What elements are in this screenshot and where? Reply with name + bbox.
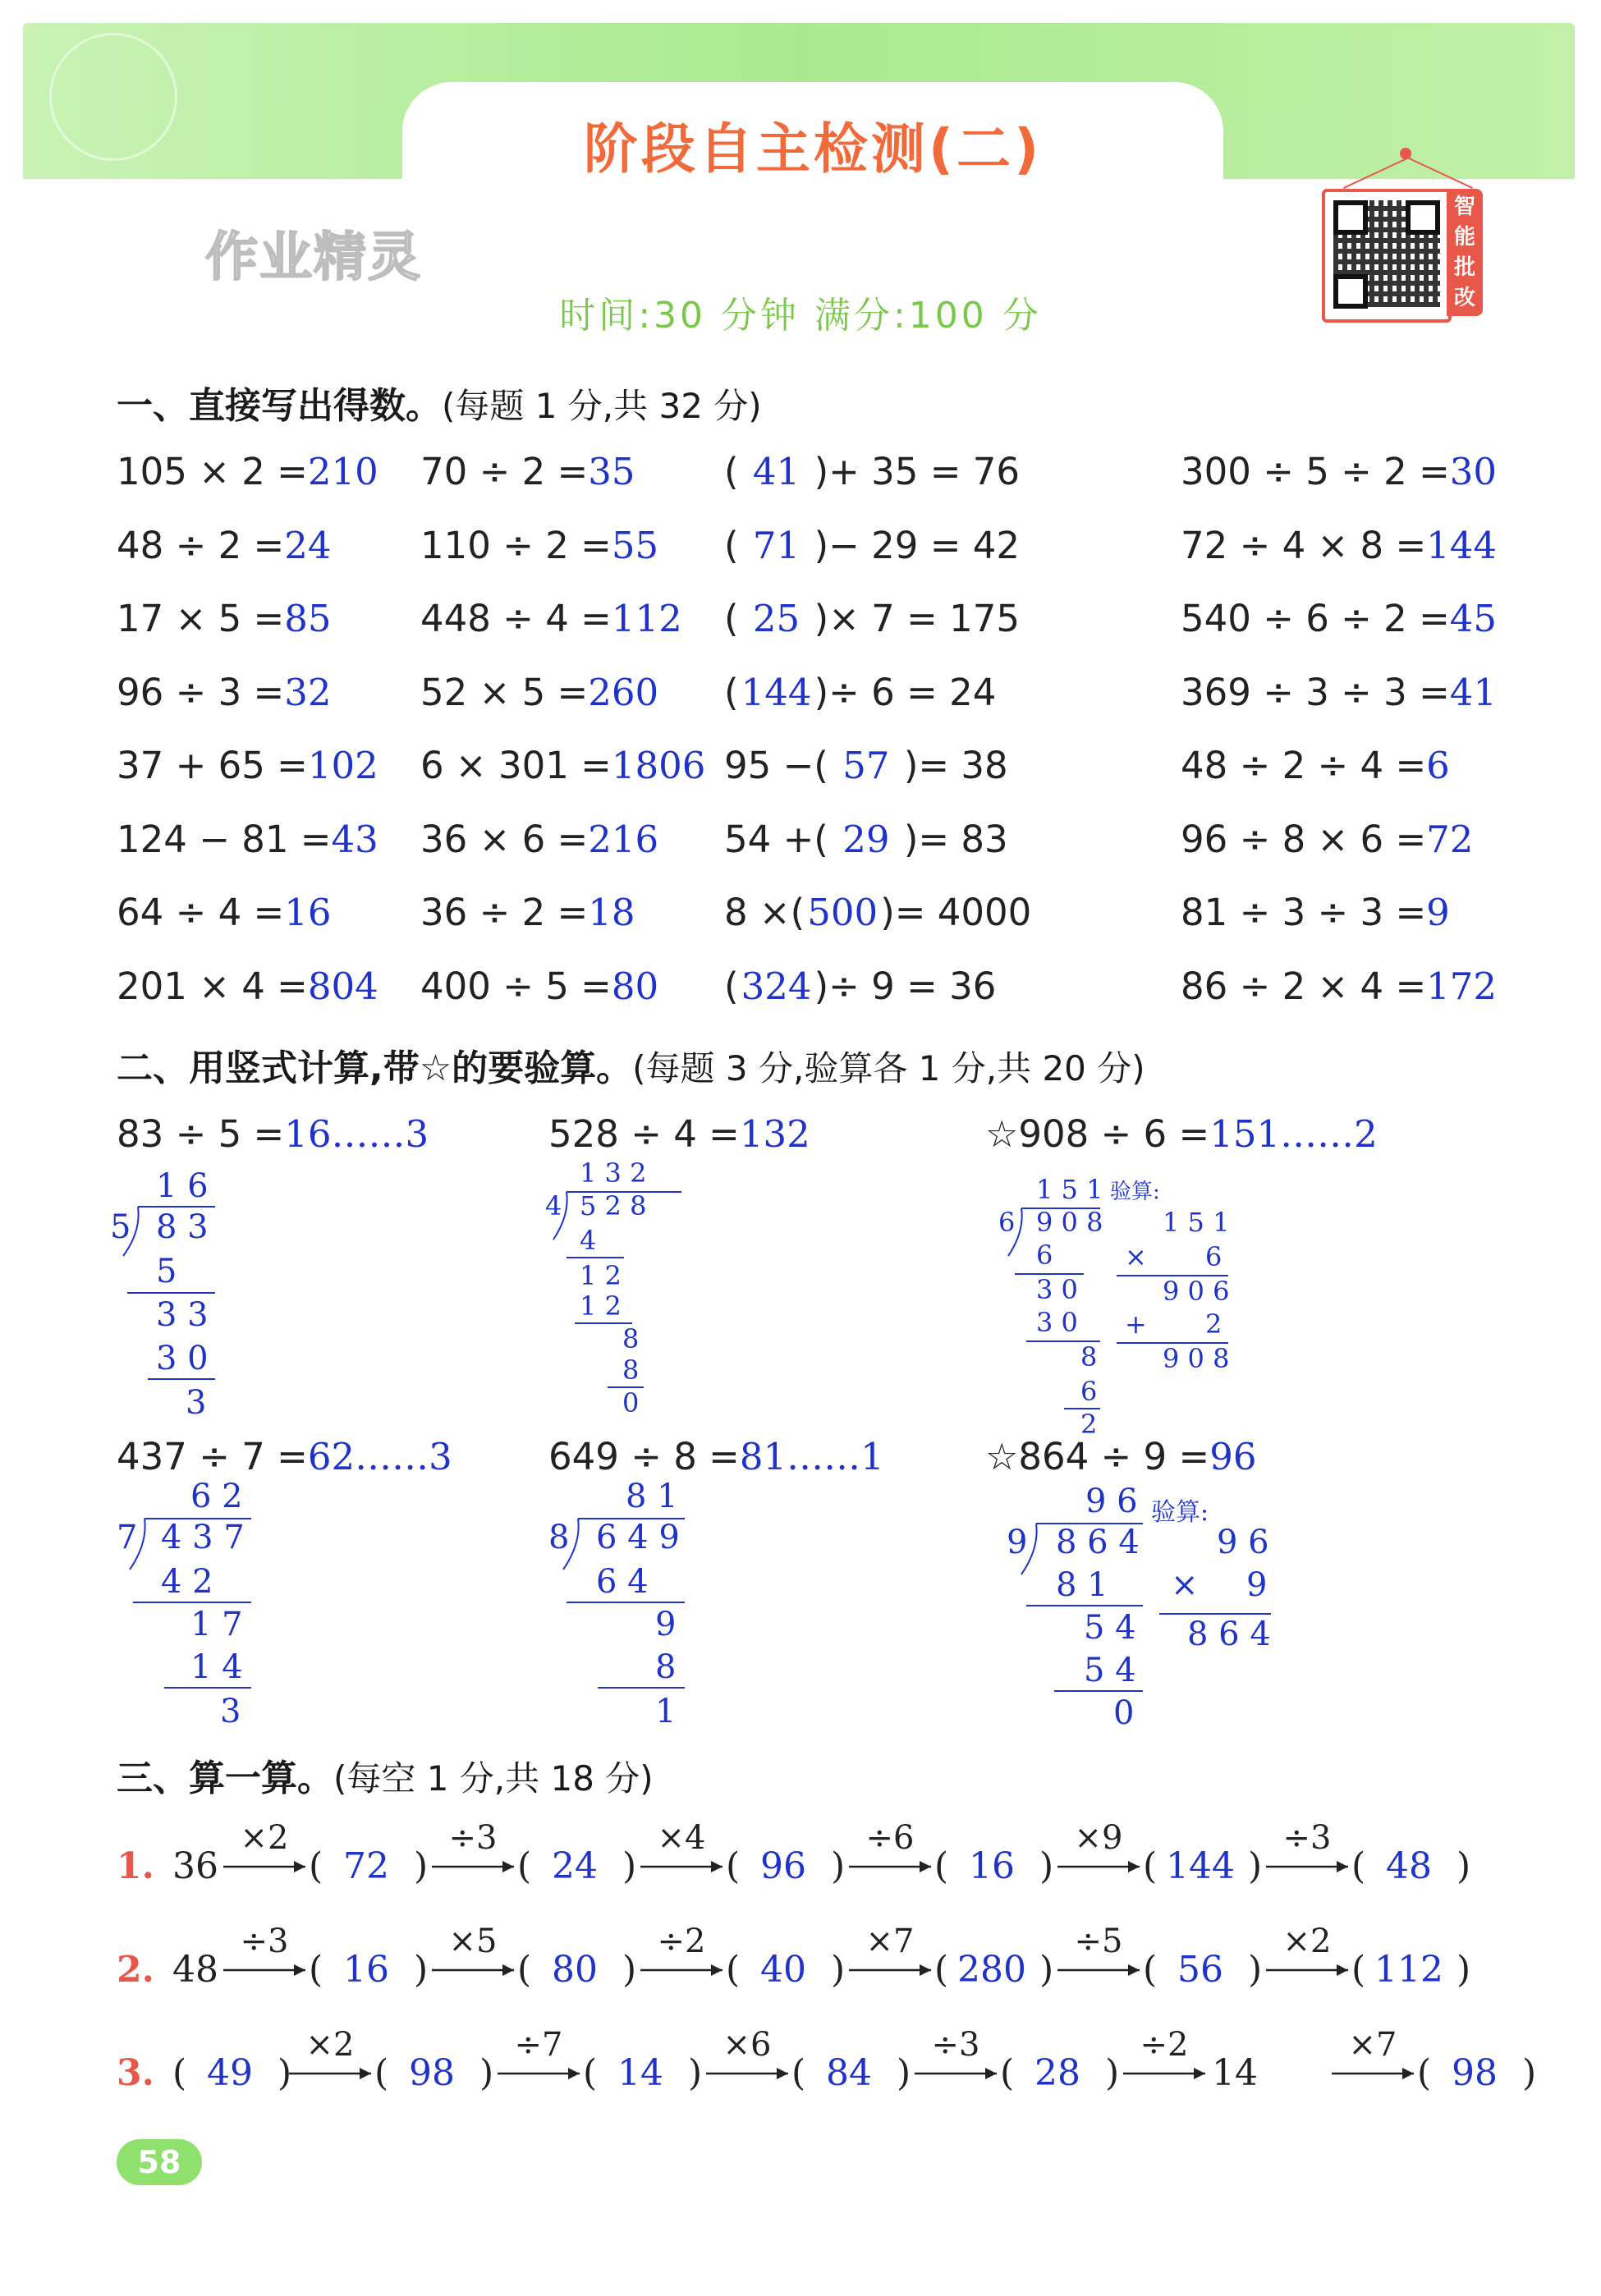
oral-calc-item: 6 × 301 =1806 xyxy=(420,744,706,787)
chain-answer: 48 xyxy=(1386,1845,1432,1887)
paren: ( xyxy=(1351,1845,1366,1887)
arrow-head xyxy=(294,1964,305,1976)
oral-calc-item: 17 × 5 =85 xyxy=(117,597,332,640)
oral-calc-item: (324)÷ 9 = 36 xyxy=(724,964,997,1008)
svg-text:1: 1 xyxy=(655,1693,677,1730)
svg-text:8: 8 xyxy=(1080,1341,1098,1373)
work-6 xyxy=(1007,1483,1271,1732)
answer: 216 xyxy=(588,817,659,861)
chain-answer: 28 xyxy=(1034,2052,1080,2094)
answer: 24 xyxy=(284,523,332,567)
svg-text:9: 9 xyxy=(1007,1524,1028,1561)
svg-text:2: 2 xyxy=(1205,1308,1223,1340)
work-3 xyxy=(998,1174,1229,1440)
svg-text:9 0 8: 9 0 8 xyxy=(1036,1207,1103,1238)
chain-answer: 84 xyxy=(826,2052,872,2094)
svg-text:1 5 1: 1 5 1 xyxy=(1163,1207,1230,1238)
paren: ) xyxy=(1456,1949,1471,1991)
paren: ) xyxy=(622,1949,637,1991)
answer: 260 xyxy=(588,670,659,714)
svg-text:8: 8 xyxy=(655,1648,677,1686)
paren: ) xyxy=(688,2052,703,2094)
paren: ( xyxy=(1143,1845,1158,1887)
oral-calc-item: 8 ×(500)= 4000 xyxy=(724,891,1032,934)
svg-text:0: 0 xyxy=(622,1387,640,1418)
paren: ) xyxy=(897,2052,911,2094)
answer: 9 xyxy=(1426,891,1450,934)
arrow-head xyxy=(1194,2068,1205,2079)
answer: 210 xyxy=(307,450,378,493)
answer: 45 xyxy=(1449,597,1498,640)
chain-operator: ×2 xyxy=(1282,1922,1332,1960)
arrow-head xyxy=(1402,2068,1414,2079)
paren: ( xyxy=(1351,1949,1366,1991)
chain-answer: 280 xyxy=(957,1949,1026,1991)
arrow-head xyxy=(711,1964,723,1976)
oral-calc-item: 540 ÷ 6 ÷ 2 =45 xyxy=(1181,597,1498,640)
oral-calc-item: 110 ÷ 2 =55 xyxy=(420,523,659,567)
svg-text:8 1: 8 1 xyxy=(626,1478,678,1515)
oral-calc-item: 48 ÷ 2 =24 xyxy=(117,523,332,567)
answer: 41 xyxy=(1449,670,1498,714)
oral-calc-item: 86 ÷ 2 × 4 =172 xyxy=(1181,964,1498,1008)
oral-calc-item: 36 × 6 =216 xyxy=(420,817,659,861)
chain-operator: ÷6 xyxy=(865,1819,915,1857)
svg-text:5: 5 xyxy=(156,1253,177,1290)
paren: ( xyxy=(374,2052,389,2094)
answer: 112 xyxy=(611,597,682,640)
arrow-head xyxy=(711,1861,723,1872)
arrow-head xyxy=(1128,1861,1140,1872)
paren: ( xyxy=(517,1949,532,1991)
paren: ) xyxy=(1248,1845,1263,1887)
arrow-head xyxy=(985,2068,997,2079)
svg-text:4: 4 xyxy=(580,1225,597,1256)
paren: ( xyxy=(1143,1949,1158,1991)
svg-text:4: 4 xyxy=(545,1190,562,1221)
chain-answer: 72 xyxy=(343,1845,389,1887)
chain-label: 2. xyxy=(117,1949,154,1991)
svg-text:8 6 4: 8 6 4 xyxy=(1187,1615,1271,1653)
watermark: 作业精灵 xyxy=(205,227,422,288)
chain-label: 3. xyxy=(117,2052,154,2094)
paren: ) xyxy=(1522,2052,1537,2094)
answer: 55 xyxy=(611,523,659,567)
section3-heading: 三、算一算。(每空 1 分,共 18 分) xyxy=(117,1758,654,1799)
arrow-head xyxy=(568,2068,580,2079)
paren: ) xyxy=(414,1845,429,1887)
arrow-head xyxy=(920,1964,931,1976)
paren: ) xyxy=(831,1845,846,1887)
arrow-head xyxy=(502,1861,514,1872)
svg-text:×: × xyxy=(1171,1566,1199,1604)
svg-text:6: 6 xyxy=(1036,1240,1053,1271)
arrow-head xyxy=(777,2068,788,2079)
chain-value: 14 xyxy=(1212,2052,1258,2094)
page-title: 阶段自主检测(二) xyxy=(583,117,1043,181)
answer: 32 xyxy=(284,670,332,714)
paren: ) xyxy=(1039,1949,1054,1991)
problem-3: ☆908 ÷ 6 =151……2 xyxy=(985,1112,1378,1156)
paren: ( xyxy=(309,1949,323,1991)
svg-text:1 3 2: 1 3 2 xyxy=(580,1157,647,1189)
oral-calc-item: ( 25 )× 7 = 175 xyxy=(724,597,1020,640)
svg-text:1 4: 1 4 xyxy=(190,1648,243,1686)
svg-text:3: 3 xyxy=(186,1384,207,1422)
paren: ( xyxy=(934,1949,949,1991)
chain-operator: ÷2 xyxy=(1140,2026,1189,2064)
paren: ) xyxy=(622,1845,637,1887)
chain-start: 36 xyxy=(172,1845,218,1887)
svg-text:3 3: 3 3 xyxy=(156,1296,209,1334)
answer: 25 xyxy=(752,597,800,640)
paren: ) xyxy=(1456,1845,1471,1887)
chain-layer xyxy=(0,1806,1601,2134)
paren: ( xyxy=(1000,2052,1015,2094)
chain-operator: ×4 xyxy=(657,1819,706,1857)
svg-text:5 4: 5 4 xyxy=(1084,1609,1136,1647)
problem-5: 649 ÷ 8 =81……1 xyxy=(548,1435,884,1478)
chain-operator: ×9 xyxy=(1074,1819,1123,1857)
chain-operator: ÷5 xyxy=(1074,1922,1123,1960)
chain-answer: 144 xyxy=(1166,1845,1235,1887)
chain-operator: ×7 xyxy=(865,1922,915,1960)
paren: ) xyxy=(1248,1949,1263,1991)
svg-text:6 4 9: 6 4 9 xyxy=(596,1519,680,1556)
oral-calc-item: 448 ÷ 4 =112 xyxy=(420,597,682,640)
oral-calc-item: 64 ÷ 4 =16 xyxy=(117,891,332,934)
chain-answer: 98 xyxy=(409,2052,455,2094)
chain-start: 48 xyxy=(172,1949,218,1991)
svg-text:9 6: 9 6 xyxy=(1085,1483,1138,1520)
work-4 xyxy=(117,1478,251,1730)
arrow-head xyxy=(502,1964,514,1976)
oral-calc-item: (144)÷ 6 = 24 xyxy=(724,670,997,714)
problem-2: 528 ÷ 4 =132 xyxy=(548,1112,810,1156)
paren: ( xyxy=(1417,2052,1432,2094)
svg-text:×: × xyxy=(1125,1241,1147,1272)
answer: 144 xyxy=(1426,523,1498,567)
answer: 72 xyxy=(1426,817,1474,861)
work-1-dividend: 8 3 xyxy=(156,1208,209,1246)
oral-calc-item: 72 ÷ 4 × 8 =144 xyxy=(1181,523,1498,567)
svg-text:+: + xyxy=(1125,1308,1147,1340)
answer: 16 xyxy=(284,891,332,934)
time-info: 时间:30 分钟 满分:100 分 xyxy=(559,295,1042,337)
paren: ) xyxy=(831,1949,846,1991)
oral-calc-item: 70 ÷ 2 =35 xyxy=(420,450,635,493)
oral-calc-item: 95 −( 57 )= 38 xyxy=(724,744,1008,787)
svg-text:6: 6 xyxy=(1080,1376,1098,1407)
chain-operator: ÷3 xyxy=(240,1922,289,1960)
answer: 41 xyxy=(752,450,800,493)
svg-text:7: 7 xyxy=(117,1519,138,1556)
paren: ) xyxy=(1105,2052,1120,2094)
chain-answer: 16 xyxy=(343,1949,389,1991)
oral-calc-item: 52 × 5 =260 xyxy=(420,670,659,714)
qr-side-label: 智 能 批 改 xyxy=(1447,189,1483,316)
oral-calc-item: 124 − 81 =43 xyxy=(117,817,378,861)
paren: ( xyxy=(726,1845,741,1887)
chain-operator: ÷3 xyxy=(1282,1819,1332,1857)
svg-text:9 6: 9 6 xyxy=(1217,1524,1269,1561)
oral-calc-item: ( 71 )− 29 = 42 xyxy=(724,523,1020,567)
chain-answer: 56 xyxy=(1177,1949,1223,1991)
oral-calc-item: 400 ÷ 5 =80 xyxy=(420,964,659,1008)
chain-answer: 98 xyxy=(1452,2052,1498,2094)
work-1-quotient: 1 6 xyxy=(156,1167,209,1205)
section2-heading: 二、用竖式计算,带☆的要验算。(每题 3 分,验算各 1 分,共 20 分) xyxy=(117,1047,1145,1089)
oral-calc-item: 36 ÷ 2 =18 xyxy=(420,891,635,934)
svg-text:4 2: 4 2 xyxy=(161,1563,213,1601)
chain-operator: ×5 xyxy=(448,1922,498,1960)
svg-text:3 0: 3 0 xyxy=(1036,1274,1078,1305)
svg-text:8: 8 xyxy=(622,1354,640,1386)
chain-answer: 24 xyxy=(552,1845,598,1887)
oral-calc-item: 37 + 65 =102 xyxy=(117,744,378,787)
answer: 80 xyxy=(611,964,659,1008)
chain-operator: ×7 xyxy=(1348,2026,1397,2064)
answer: 35 xyxy=(588,450,635,493)
svg-text:1 2: 1 2 xyxy=(580,1260,622,1291)
paren: ( xyxy=(583,2052,598,2094)
svg-text:4 3 7: 4 3 7 xyxy=(161,1519,245,1556)
chain-label: 1. xyxy=(117,1845,154,1887)
oral-calc-item: 105 × 2 =210 xyxy=(117,450,378,493)
answer: 1806 xyxy=(611,744,706,787)
oral-calc-item: 54 +( 29 )= 83 xyxy=(724,817,1008,861)
answer: 804 xyxy=(307,964,378,1008)
chain-answer: 14 xyxy=(617,2052,663,2094)
answer: 18 xyxy=(588,891,635,934)
answer: 324 xyxy=(741,964,812,1008)
svg-text:3 0: 3 0 xyxy=(156,1340,209,1377)
answer: 102 xyxy=(307,744,378,787)
chain-operator: ×6 xyxy=(723,2026,772,2064)
svg-text:9 0 6: 9 0 6 xyxy=(1163,1276,1230,1307)
svg-text:8: 8 xyxy=(548,1519,570,1556)
paren: ( xyxy=(309,1845,323,1887)
chain-answer: 96 xyxy=(760,1845,806,1887)
answer: 30 xyxy=(1449,450,1498,493)
oral-calc-item: 81 ÷ 3 ÷ 3 =9 xyxy=(1181,891,1450,934)
svg-text:8 1: 8 1 xyxy=(1056,1566,1108,1604)
chain-operator: ÷7 xyxy=(514,2026,563,2064)
oral-calc-item: 96 ÷ 8 × 6 =72 xyxy=(1181,817,1474,861)
paren: ( xyxy=(517,1845,532,1887)
paren: ( xyxy=(726,1949,741,1991)
svg-text:6 4: 6 4 xyxy=(596,1563,649,1601)
chain-operator: ÷3 xyxy=(931,2026,980,2064)
arrow-head xyxy=(360,2068,371,2079)
chain-operator: ×2 xyxy=(305,2026,355,2064)
svg-text:8 6 4: 8 6 4 xyxy=(1056,1524,1140,1561)
check-label: 验算: xyxy=(1110,1180,1160,1204)
svg-text:3: 3 xyxy=(220,1693,241,1730)
svg-text:6: 6 xyxy=(998,1207,1016,1238)
work-2 xyxy=(545,1157,681,1418)
svg-text:5 2 8: 5 2 8 xyxy=(580,1190,647,1221)
work-5 xyxy=(548,1478,685,1730)
answer: 57 xyxy=(842,744,890,787)
oral-calc-item: ( 41 )+ 35 = 76 xyxy=(724,450,1020,493)
chain-answer: 112 xyxy=(1374,1949,1443,1991)
oral-calc-item: 300 ÷ 5 ÷ 2 =30 xyxy=(1181,450,1498,493)
work-1-divisor: 5 xyxy=(110,1208,131,1246)
check-label: 验算: xyxy=(1151,1498,1209,1527)
problem-6: ☆864 ÷ 9 =96 xyxy=(985,1435,1257,1478)
oral-calc-item: 48 ÷ 2 ÷ 4 =6 xyxy=(1181,744,1450,787)
paren: ) xyxy=(1039,1845,1054,1887)
chain-operator: ×2 xyxy=(240,1819,289,1857)
svg-text:1 5 1: 1 5 1 xyxy=(1036,1174,1103,1205)
chain-answer: 40 xyxy=(760,1949,806,1991)
paren: ( xyxy=(934,1845,949,1887)
chain-operator: ÷2 xyxy=(657,1922,706,1960)
svg-text:1 2: 1 2 xyxy=(580,1290,622,1322)
svg-text:2: 2 xyxy=(1080,1409,1098,1440)
svg-text:9: 9 xyxy=(655,1606,677,1643)
svg-text:5 4: 5 4 xyxy=(1084,1652,1136,1689)
answer: 6 xyxy=(1426,744,1450,787)
answer: 172 xyxy=(1426,964,1498,1008)
answer: 71 xyxy=(752,523,800,567)
arrow-head xyxy=(1337,1861,1348,1872)
arrow-head xyxy=(1128,1964,1140,1976)
answer: 85 xyxy=(284,597,332,640)
arrow-head xyxy=(294,1861,305,1872)
answer: 29 xyxy=(842,817,890,861)
chain-answer: 49 xyxy=(207,2052,253,2094)
arrow-head xyxy=(920,1861,931,1872)
paren: ) xyxy=(479,2052,494,2094)
paren: ) xyxy=(414,1949,429,1991)
answer: 500 xyxy=(807,891,878,934)
oral-calc-item: 201 × 4 =804 xyxy=(117,964,378,1008)
svg-text:1 7: 1 7 xyxy=(190,1606,243,1643)
work-1 xyxy=(110,1167,215,1422)
answer: 144 xyxy=(741,670,812,714)
paren: ) xyxy=(278,2052,292,2094)
chain-answer: 16 xyxy=(969,1845,1015,1887)
oral-calc-item: 96 ÷ 3 =32 xyxy=(117,670,332,714)
problem-4: 437 ÷ 7 =62……3 xyxy=(117,1435,452,1478)
svg-text:8: 8 xyxy=(622,1323,640,1354)
chain-answer: 80 xyxy=(552,1949,598,1991)
problem-1: 83 ÷ 5 =16……3 xyxy=(117,1112,429,1156)
answer: 43 xyxy=(331,817,378,861)
svg-text:9: 9 xyxy=(1246,1566,1268,1604)
svg-text:0: 0 xyxy=(1113,1694,1135,1732)
arrow-head xyxy=(1337,1964,1348,1976)
paren: ( xyxy=(791,2052,806,2094)
svg-text:6 2: 6 2 xyxy=(190,1478,243,1515)
svg-text:3 0: 3 0 xyxy=(1036,1307,1078,1338)
section1-heading: 一、直接写出得数。(每题 1 分,共 32 分) xyxy=(117,385,762,427)
oral-calc-item: 369 ÷ 3 ÷ 3 =41 xyxy=(1181,670,1498,714)
paren: ( xyxy=(172,2052,187,2094)
page-number: 58 xyxy=(117,2139,202,2185)
svg-text:6: 6 xyxy=(1205,1241,1223,1272)
svg-text:9 0 8: 9 0 8 xyxy=(1163,1343,1230,1374)
chain-operator: ÷3 xyxy=(448,1819,498,1857)
